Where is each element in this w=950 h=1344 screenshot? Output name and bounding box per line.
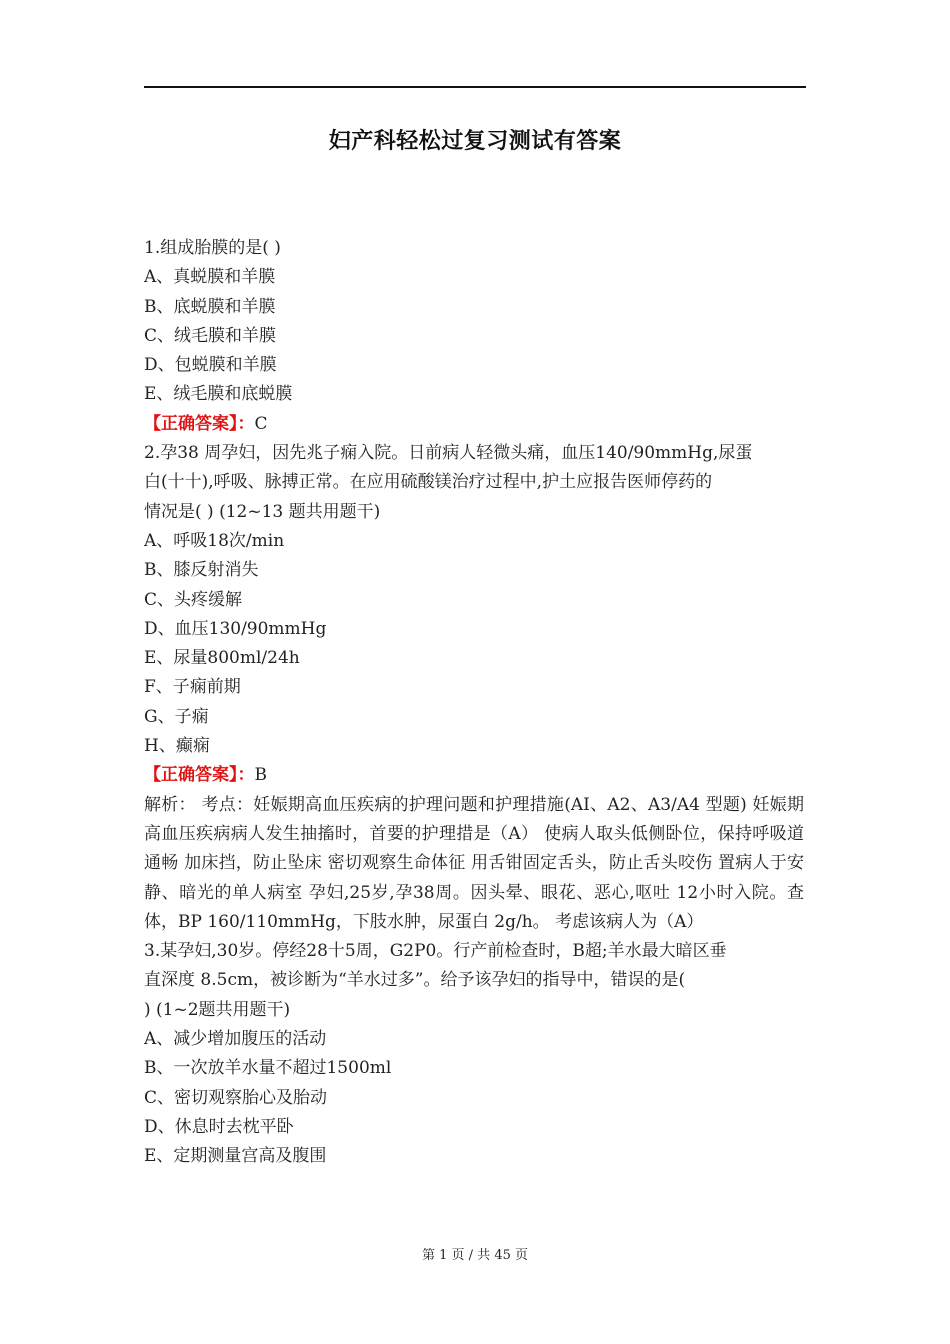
question-2-stem-line-3: 情况是( ) (12~13 题共用题干) (144, 501, 381, 522)
question-1-option-d: D、包蜕膜和羊膜 (144, 355, 277, 376)
question-3-stem-line-3: ) (1~2题共用题干) (144, 999, 291, 1020)
question-2-option-g: G、子痫 (144, 706, 209, 727)
question-3-option-e: E、定期测量宫高及腹围 (144, 1146, 327, 1167)
question-2-stem-line-2: 白(十十),呼吸、脉搏正常。在应用硫酸镁治疗过程中,护土应报告医师停药的 (144, 472, 713, 493)
question-3-stem-line-2: 直深度 8.5cm，被诊断为“羊水过多”。给予该孕妇的指导中，错误的是( (144, 970, 686, 991)
question-2-answer (144, 761, 804, 790)
question-1-option-a: A、真蜕膜和羊膜 (144, 267, 276, 288)
question-2-option-a: A、呼吸18次/min (144, 530, 285, 551)
question-2-option-e: E、尿量800ml/24h (144, 648, 300, 669)
question-3-option-a: A、减少增加腹压的活动 (144, 1029, 327, 1050)
question-3-option-c: C、密切观察胎心及胎动 (144, 1087, 328, 1108)
question-1-answer (144, 410, 804, 439)
page-footer: 第 1 页 / 共 45 页 (422, 1248, 528, 1263)
header-rule (144, 86, 806, 88)
question-content (144, 234, 804, 1172)
question-2-option-c: C、头疼缓解 (144, 589, 243, 610)
answer-value: B (254, 765, 267, 786)
question-3-stem-line-1: 3.某孕妇,30岁。停经28十5周，G2P0。行产前检查时，B超;羊水最大暗区垂 (144, 941, 727, 962)
question-1-option-c: C、绒毛膜和羊膜 (144, 325, 277, 346)
question-2-option-f: F、子痫前期 (144, 677, 241, 698)
page-title: 妇产科轻松过复习测试有答案 (328, 128, 622, 154)
answer-label: 【正确答案】： (144, 765, 255, 786)
question-2-analysis: 解析： 考点：妊娠期高血压疾病的护理问题和护理措施(AI、A2、A3/A4 型题) 妊娠期高血压疾病病人发生抽搐时，首要的护理措是（A） 使病人取头低侧卧位，保持呼吸道通畅 加床挡，防止坠床 密切观察生命体征 用舌钳固定舌头，防止舌头咬伤 置病人于安静、暗光的单人病室 孕妇,25岁,孕38周。因头晕、眼花、恶心,呕吐 12小时入院。查体，BP 160/110mmHg，下肢水肿，尿蛋白 2g/h。 考虑该病人为（A） (144, 794, 804, 932)
question-2-option-b: B、膝反射消失 (144, 560, 259, 581)
answer-label: 【正确答案】： (144, 413, 255, 434)
question-3-option-b: B、一次放羊水量不超过1500ml (144, 1058, 392, 1079)
question-1-option-b: B、底蜕膜和羊膜 (144, 296, 276, 317)
question-2-stem-line-1: 2.孕38 周孕妇，因先兆子痫入院。日前病人轻微头痛，血压140/90mmHg,尿蛋 (144, 443, 753, 464)
question-2-option-h: H、癫痫 (144, 736, 210, 757)
question-3-option-d: D、休息时去枕平卧 (144, 1116, 294, 1137)
question-2-option-d: D、血压130/90mmHg (144, 618, 327, 639)
question-1-stem: 1.组成胎膜的是( ) (144, 238, 281, 258)
answer-value: C (254, 413, 268, 434)
question-1-option-e: E、绒毛膜和底蜕膜 (144, 384, 293, 405)
